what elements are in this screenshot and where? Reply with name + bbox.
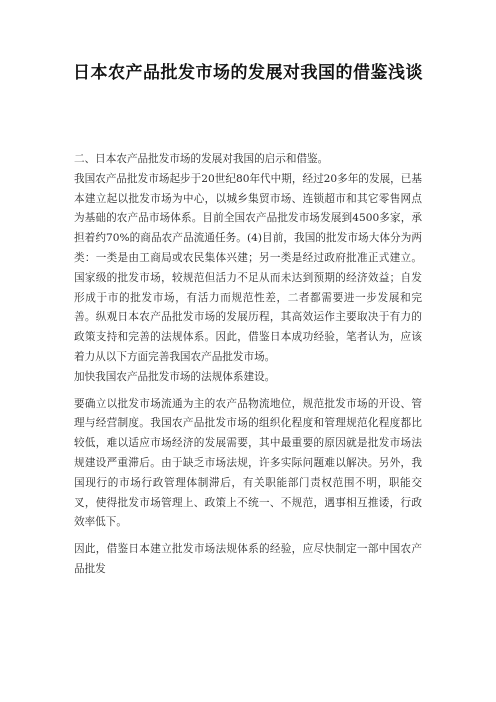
paragraph: 要确立以批发市场流通为主的农产品物流地位，规范批发市场的开设、管理与经营制度。我国农产品批发市场的组织化程度和管理规范化程度都比较低，难以适应市场经济的发展需要，其中最重要的原因就是批发市场法规建设严重滞后。由于缺乏市场法规，许多实际问题难以解决。另外，我国现行的市场行政管理体制滞后，有关职能部门责权范围不明，职能交叉，使得批发市场管理上、政策上不统一、不规范，遇事相互推诿，行政效率低下。 (74, 397, 422, 529)
section-heading: 二、日本农产品批发市场的发展对我国的启示和借鉴。 (74, 153, 329, 165)
document-body (74, 150, 422, 587)
paragraph: 我国农产品批发市场起步于20世纪80年代中期，经过20多年的发展，已基本建立起以批发市场为中心，以城乡集贸市场、连锁超市和其它零售网点为基础的农产品市场体系。目前全国农产品批发市场发展到4500多家，承担着约70%的商品农产品流通任务。(4)目前，我国的批发市场大体分为两类：一类是由工商局或农民集体兴建；另一类是经过政府批准正式建立。国家级的批发市场，较规范但活力不足从而未达到预期的经济效益；自发形成于市的批发市场，有活力而规范性差，二者都需要进一步发展和完善。纵观日本农产品批发市场的发展历程，其高效运作主要取决于有力的政策支持和完善的法规体系。因此，借鉴日本成功经验，笔者认为，应该着力从以下方面完善我国农产品批发市场。 (74, 172, 422, 363)
paragraph-heading: 加快我国农产品批发市场的法规体系建设。 (74, 370, 276, 383)
paragraph: 因此，借鉴日本建立批发市场法规体系的经验，应尽快制定一部中国农产品批发 (74, 543, 422, 575)
document-title: 日本农产品批发市场的发展对我国的借鉴浅谈 (73, 63, 423, 83)
